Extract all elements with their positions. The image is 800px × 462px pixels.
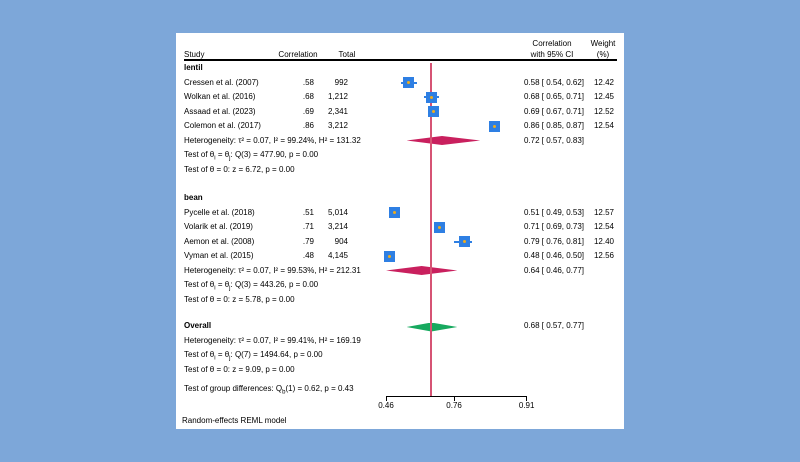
study-total: 5,014 (327, 207, 348, 217)
column-header-effect-line2: with 95% CI (530, 50, 574, 59)
study-correlation: .69 (302, 106, 314, 116)
study-weight: 12.52 (593, 106, 614, 116)
study-correlation: .51 (302, 207, 314, 217)
study-total: 3,212 (327, 121, 348, 130)
x-axis-tick-label: 0.91 (518, 401, 535, 410)
study-correlation: .68 (302, 92, 314, 101)
study-name: Cressen et al. (2007) (184, 77, 259, 87)
group-difference-stat: Test of group differences: $Q_b(1) = 0.62$, p = 0.43 (184, 384, 354, 396)
study-total: 2,341 (327, 106, 348, 116)
study-ci-label: 0.71 [ 0.69, 0.73] (523, 222, 584, 231)
study-total: 3,214 (327, 222, 348, 231)
study-weight: 12.56 (593, 251, 614, 260)
marker-center-icon (463, 240, 466, 243)
study-total: 4,145 (327, 251, 348, 260)
study-name: Colemon et al. (2017) (184, 121, 261, 130)
heterogeneity-stat: Heterogeneity: τ² = 0.07, I² = 99.53%, H² = 212.31 (184, 265, 361, 275)
subgroup-ci-label: 0.72 [ 0.57, 0.83] (523, 135, 584, 145)
study-weight: 12.40 (593, 236, 614, 246)
study-name: Assaad et al. (2023) (184, 106, 256, 116)
forest-plot-panel (176, 33, 624, 429)
q-test-stat: Test of $\theta_i = \theta_j$: Q(3) = 477.90, p = 0.00 (184, 150, 319, 162)
subgroup-summary-diamond (407, 136, 481, 145)
study-ci-label: 0.86 [ 0.85, 0.87] (523, 121, 584, 130)
study-correlation: .79 (302, 236, 314, 246)
overall-label: Overall (184, 321, 212, 330)
q-test-stat: Test of $\theta_i = \theta_j$: Q(3) = 443.26, p = 0.00 (184, 280, 319, 292)
column-header-correlation: Correlation (278, 50, 318, 59)
heterogeneity-stat: Heterogeneity: τ² = 0.07, I² = 99.24%, H² = 131.32 (184, 135, 361, 145)
study-ci-label: 0.51 [ 0.49, 0.53] (523, 207, 584, 217)
study-weight: 12.54 (593, 121, 614, 130)
study-name: Aemon et al. (2008) (184, 236, 255, 246)
study-total: 904 (334, 236, 348, 246)
study-ci-label: 0.48 [ 0.46, 0.50] (523, 251, 584, 260)
study-name: Pycelle et al. (2018) (184, 207, 255, 217)
study-weight: 12.57 (593, 207, 614, 217)
study-correlation: .48 (302, 251, 314, 260)
marker-center-icon (438, 226, 441, 229)
study-ci-label: 0.79 [ 0.76, 0.81] (523, 236, 584, 246)
study-ci-label: 0.68 [ 0.65, 0.71] (523, 92, 584, 101)
group-label: lentil (184, 63, 203, 72)
study-correlation: .71 (302, 222, 314, 231)
study-total: 1,212 (327, 92, 348, 101)
study-ci-label: 0.69 [ 0.67, 0.71] (523, 106, 584, 116)
study-ci-label: 0.58 [ 0.54, 0.62] (523, 77, 584, 87)
plot-layer (176, 33, 624, 429)
x-axis-tick-label: 0.76 (446, 401, 462, 410)
study-correlation: .86 (302, 121, 314, 130)
study-weight: 12.54 (593, 222, 614, 231)
marker-center-icon (388, 255, 391, 258)
marker-center-icon (493, 125, 496, 128)
column-header-study: Study (184, 50, 205, 59)
heterogeneity-stat: Heterogeneity: τ² = 0.07, I² = 99.41%, H² = 169.19 (184, 335, 361, 345)
z-test-stat: Test of θ = 0: z = 6.72, p = 0.00 (184, 164, 295, 174)
subgroup-summary-diamond (386, 266, 457, 275)
study-name: Vyman et al. (2015) (184, 251, 254, 260)
z-test-stat: Test of θ = 0: z = 9.09, p = 0.00 (184, 364, 295, 374)
column-header-weight-line2: (%) (596, 50, 610, 59)
study-weight: 12.42 (593, 77, 614, 87)
study-weight: 12.45 (593, 92, 614, 101)
study-total: 992 (334, 77, 348, 87)
x-axis-line (386, 396, 527, 397)
model-note: Random-effects REML model (182, 416, 287, 425)
study-correlation: .58 (302, 77, 314, 87)
subgroup-ci-label: 0.64 [ 0.46, 0.77] (523, 265, 584, 275)
group-label: bean (184, 193, 203, 202)
column-header-effect-line1: Correlation (532, 39, 572, 48)
column-header-weight-line1: Weight (590, 39, 616, 48)
column-header-total: Total (338, 50, 356, 59)
study-name: Wolkan et al. (2016) (184, 92, 256, 101)
x-axis-tick-label: 0.46 (378, 401, 394, 410)
q-test-stat: Test of $\theta_i = \theta_j$: Q(7) = 1494.64, p = 0.00 (184, 350, 323, 362)
z-test-stat: Test of θ = 0: z = 5.78, p = 0.00 (184, 294, 295, 304)
study-name: Volarik et al. (2019) (184, 222, 253, 231)
overall-ci-label: 0.68 [ 0.57, 0.77] (523, 321, 584, 330)
marker-center-icon (430, 96, 433, 99)
